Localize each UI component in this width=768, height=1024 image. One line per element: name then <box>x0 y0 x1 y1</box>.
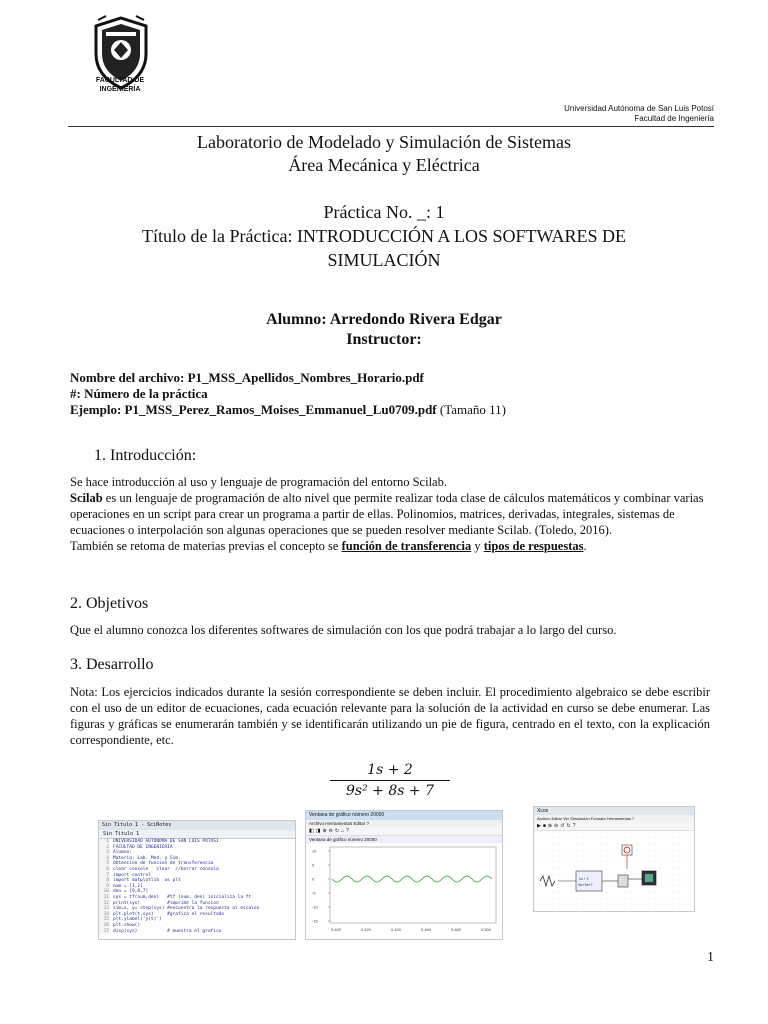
plot-window-screenshot <box>305 810 503 940</box>
sine-plot <box>306 843 502 939</box>
mux-block <box>618 875 628 887</box>
area-title: Área Mecánica y Eléctrica <box>288 155 480 175</box>
code-line: sys = tf(num,den) #tf (num, den) inicializa la ft <box>113 894 252 900</box>
code-line: plt.show() <box>113 922 141 928</box>
formula-denominator: 9s² + 8s + 7 <box>346 783 434 799</box>
example-line: Ejemplo: P1_MSS_Perez_Ramos_Moises_Emmanuel_Lu0709.pdf <box>70 402 437 417</box>
editor-screenshot <box>98 820 296 940</box>
file-name-line: Nombre del archivo: P1_MSS_Apellidos_Nombres_Horario.pdf <box>70 370 424 385</box>
objectives-paragraph: Que el alumno conozca los diferentes softwares de simulación con los que podrá trabajar a lo largo del curso. <box>70 623 617 637</box>
code-line: Alumno: <box>113 850 132 856</box>
file-info <box>70 370 506 418</box>
code-line: import matplotlib as plt <box>113 878 181 884</box>
practice-title-line2: SIMULACIÓN <box>327 250 441 270</box>
x-tick-label: 0.400 <box>331 927 342 932</box>
xcos-menu: Archivo Editar Ver Simulación Formato Herramientas ? <box>534 815 694 822</box>
intro-heading: 1. Introducción: <box>94 447 197 464</box>
size-note: (Tamaño 11) <box>436 402 507 417</box>
x-tick-label: 0.440 <box>391 927 402 932</box>
x-tick-label: 0.480 <box>451 927 462 932</box>
y-tick-label: 10 <box>312 848 317 854</box>
code-line: num = [1,2] <box>113 883 143 889</box>
editor-titlebar: Sin Titulo 1 - SciNotes <box>99 821 295 830</box>
intro-paragraph-2 <box>70 490 710 538</box>
editor-tab: Sin Titulo 1 <box>99 830 295 839</box>
y-tick-label: -10 <box>312 904 318 910</box>
xcos-toolbar: ▶■⊕⊖↺↻? <box>534 822 694 831</box>
practice-title-line1: Título de la Práctica: INTRODUCCIÓN A LOS SOFTWARES DE <box>142 226 626 246</box>
svg-text:9s²+8s+7: 9s²+8s+7 <box>578 883 593 887</box>
y-tick-label: 5 <box>312 862 315 868</box>
faculty-label-line1: FACULTAD DE <box>95 77 145 84</box>
intro-paragraph-3-a: También se retoma de materias previas el concepto se <box>70 539 342 553</box>
lab-title: Laboratorio de Modelado y Simulación de Sistemas <box>197 132 571 152</box>
intro-paragraph-2-text: es un lenguaje de programación de alto nivel que permite realizar toda clase de cálculos matemáticos y combinar varias operaciones en un script para crear un programa a partir de ellas. Polinomios, matrices, derivadas, integrales, sistemas de ecuaciones o interpolación son algunas operaciones que se pueden resolver mediante Scilab. (Toledo, 2016). <box>70 491 704 537</box>
code-line: den = [9,8,7] <box>113 889 149 895</box>
transfer-function-formula <box>330 762 450 799</box>
instructor-label: Instructor: <box>346 331 422 348</box>
code-line: Obtencion de funcion de transferencia <box>113 861 214 867</box>
intro-paragraph-3-c: . <box>583 539 587 553</box>
code-line: clear console clear //borrar consola <box>113 866 219 872</box>
y-tick-label: -5 <box>312 890 316 896</box>
xcos-diagram <box>534 831 694 911</box>
y-tick-label: 0 <box>312 876 315 882</box>
formula-numerator: 1s + 2 <box>330 762 450 781</box>
intro-paragraph-3 <box>70 538 710 554</box>
plot-inner-title: Ventana de gráfico número 20000 <box>306 836 502 843</box>
scilab-term: Scilab <box>70 491 103 505</box>
plot-toolbar: ◧◨⊕⊖↻⌂? <box>306 827 502 836</box>
intro-body <box>70 474 710 554</box>
header-divider <box>68 126 714 127</box>
code-line: disp(sys) # muestra el grafico <box>113 928 222 934</box>
y-tick-label: -15 <box>312 918 318 924</box>
university-header <box>564 104 714 124</box>
code-line: print(sys) #imprime la funcion <box>113 900 219 906</box>
faculty-name: Facultad de Ingeniería <box>634 114 714 123</box>
faculty-label-line2: INGENIERÍA <box>99 86 141 93</box>
transfer-function-block <box>576 871 602 891</box>
clock-block <box>622 845 632 855</box>
university-name: Universidad Autónoma de San Luis Potosí <box>564 104 714 113</box>
response-types-link[interactable]: tipos de respuestas <box>483 539 584 553</box>
code-line: FACULTAD DE INGENIERIA <box>113 844 173 850</box>
objectives-heading: 2. Objetivos <box>70 595 149 612</box>
code-lines <box>110 839 295 934</box>
x-tick-label: 0.420 <box>361 927 372 932</box>
code-line: sim=x, y= step(sys) #encuentra la respuesta al escalon <box>113 906 260 912</box>
code-line: plt.plot(t,sys) #grafica el resultado <box>113 911 225 917</box>
code-line: Materia: Lab. Mod. y Sim. <box>113 855 181 861</box>
practice-number: Práctica No. _: 1 <box>323 202 445 222</box>
intro-paragraph-1: Se hace introducción al uso y lenguaje de programación del entorno Scilab. <box>70 475 447 489</box>
transfer-function-link[interactable]: función de transferencia <box>341 539 472 553</box>
code-line: import control <box>113 872 151 878</box>
page-number: 1 <box>707 950 714 965</box>
xcos-screenshot <box>533 806 695 912</box>
intro-paragraph-3-b: y <box>471 539 484 553</box>
practice-number-line: #: Número de la práctica <box>70 386 208 401</box>
plot-titlebar: Ventana de gráfico número 20000 <box>306 811 502 820</box>
faculty-logo-label <box>70 76 170 94</box>
student-name: Alumno: Arredondo Rivera Edgar <box>266 311 502 328</box>
development-paragraph: Nota: Los ejercicios indicados durante la sesión correspondiente se deben incluir. El procedimiento algebraico se debe escribir con el uso de un editor de ecuaciones, cada ecuación relevante para la solución de la actividad en curso se debe enumerar. Las figuras y gráficas se enumerarán también y se identificarán utilizando un pie de figura, centrado en el texto, con la explicación correspondiente, etc. <box>70 685 710 747</box>
x-tick-label: 0.500 <box>481 927 492 932</box>
xcos-titlebar: Xcos <box>534 807 694 815</box>
code-line: UNIVERSIDAD AUTONOMA DE SAN LUIS POTOSI <box>113 839 219 844</box>
svg-text:1s + 2: 1s + 2 <box>579 877 589 881</box>
line-numbers: 1 2 3 4 5 6 7 8 9 10 11 12 13 14 15 16 17 <box>99 839 110 934</box>
x-tick-label: 0.460 <box>421 927 432 932</box>
plot-menu: Archivo Herramientas Editar ? <box>306 820 502 827</box>
development-heading: 3. Desarrollo <box>70 656 154 673</box>
code-line: plt.ylabel('y(t)') <box>113 917 162 923</box>
